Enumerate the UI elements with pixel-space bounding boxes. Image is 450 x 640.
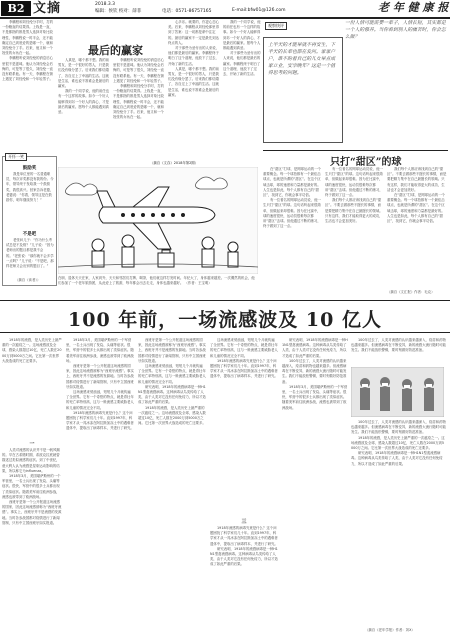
article3-title: 100 年前，一场流感波及 10 亿人 xyxy=(68,309,382,331)
article3-col1: 1918年的流感，是人类历史上最严重的一次瘟疫之一。这场流感波及全球，感染人数超过10亿，死亡人数在2000万到5000万之间。它比第一次世界大战造成的死亡还要多。 xyxy=(2,338,62,363)
article3-source: （摘自《老年学报》作者：刘X） xyxy=(365,628,415,632)
article1-col3: 心多乐。就要的，你更心恋心美。后来，李鹏程从刘经纶那里得到了答案：这一切都是命中注定的。最后的赢家不一定是最先到达终点的人。 对于那些为爱付出的人来说，他们都是最后的赢家。李鹏程终于明白了这个道理，他放下了过去，开始了新的生活。 人真是，哪个都不想。我的前男友，是一个很好的男人，只是我们没有缘分罢了。后来我们都结婚了，各自过上了幸福的生活。这就是生活，谁也说不准谁会是最后的赢家。 xyxy=(168,20,220,97)
article3-col6: 100年过去了，人类对流感的认识越来越深入，疫苗和药物也越来越多。但流感病毒在不断变异，新的流感大流行随时可能发生。我们不能放松警惕，要时刻做好防范准备。 1918年的流感，是人类历史上最严重的一次瘟疫之一。这场流感波及全球，感染人数超过10亿，死亡人数在2000万到5000万之间。它比第一次世界大战造成的死亡还要多。 研究表明，1918年的流感病毒是一种H1N1型禽流感病毒。这种病毒从鸟类传给了人类，由于人类对它没有任何免疫力，所以才造成了如此严重的后果。 xyxy=(351,420,446,466)
masthead xyxy=(0,0,450,17)
article3-subhead1: 一 xyxy=(29,441,35,447)
article3-col2: 1918年3月，美国堪萨斯州的一个军营里，一名士兵出现了发烧、头痛等症状。很快，军营中的很多士兵都出现了类似症状。随着美军前往欧洲参战，流感也被带到了欧洲战场。 西班牙是第一个公开报道这场流感的国家，因此这场流感被称为“西班牙流感”。事实上，西班牙并不是流感的发源地。当时各参战国都对疫情进行了新闻管制，只有中立国西班牙如实报道。 这场流感来势汹汹，短短几个月就传遍了全世界。它有一个奇怪的特点，就是青壮年的死亡率特别高，这与一般流感主要威胁老人和儿童的情况完全不同。 1918年流感的病毒究竟是什么？这个问题困扰了科学家们几十年。直到1997年，科学家才从一具冰冻在阿拉斯加冻土中的遇难者遗体中，提取出了病毒样本，并进行了研究。 xyxy=(66,338,134,431)
cartoon-illustration xyxy=(58,167,258,274)
article3-col1b: 人类对流感的认识并不是一帆风顺的。早在古希腊时期，希波克拉底就曾描述过类似流感的症状。到了中世纪，意大利人认为流感是星象运动影响的结果，所以称它为influenza。 1918年3月，美国堪萨斯州的一个军营里，一名士兵出现了发烧、头痛等症状。很快，军营中的很多士兵都出现了类似症状。随着美军前往欧洲参战，流感也被带到了欧洲战场。 西班牙是第一个公开报道这场流感的国家，因此这场流感被称为“西班牙流感”。事实上，西班牙并不是流感的发源地。当时各参战国都对疫情进行了新闻管制，只有中立国西班牙如实报道。 xyxy=(2,448,62,525)
phone-number: 电话：0571-86757165 xyxy=(162,9,212,14)
humor-box xyxy=(2,156,57,286)
joke-source: （摘自《读者》） xyxy=(15,278,41,282)
article3-col6a: 100年过去了，人类对流感的认识越来越深入，疫苗和药物也越来越多。但流感病毒在不断变异，新的流感大流行随时可能发生。我们不能放松警惕，要时刻做好防范准备。 xyxy=(351,338,446,353)
article3-subhead2: 三 xyxy=(241,519,247,525)
flu-photo xyxy=(351,367,444,417)
cartoon-credit: （作者：王宝明） xyxy=(184,281,212,285)
newspaper-logo: 老 年 健 康 报 xyxy=(378,1,449,14)
article3-col4b: 1918年流感的病毒究竟是什么？这个问题困扰了科学家们几十年。直到1997年，科学家才从一具冰冻在阿拉斯加冻土中的遇难者遗体中，提取出了病毒样本，并进行了研究。 研究表明，1918年的流感病毒是一种H1N1型禽流感病毒。这种病毒从鸟类传给了人类，由于人类对它没有任何免疫力，所以才造成了如此严重的后果。 xyxy=(210,526,278,567)
article3-col4: 这场流感来势汹汹，短短几个月就传遍了全世界。它有一个奇怪的特点，就是青壮年的死亡率特别高，这与一般流感主要威胁老人和儿童的情况完全不同。 1918年流感的病毒究竟是什么？这个问题困扰了科学家们几十年。直到1997年，科学家才从一具冰冻在阿拉斯加冻土中的遇难者遗体中，提取出了病毒样本，并进行了研究。 xyxy=(210,338,278,379)
article2-col2: 有一位著名的网球运动员说，他一生只打“甜区”的球。这句话听起来很简单，但做起来却很难。因为在比赛中，球的速度很快，运动员很难每次都用“甜区”击球。但他通过不断的练习，终于做到了这一点。 我们每个人都应该找到自己的“甜区”。不要去做那些不擅长的事情，而是要把精力集中在自己最擅长的领域。只有这样，我们才能取得更大的成功，生活也才会更加美好。 xyxy=(325,167,383,224)
review-label: 观察快评 xyxy=(265,22,287,30)
article2-title: 只打“甜区”的球 xyxy=(330,157,402,168)
article1-col4: 我的一个同学说，他的前任也有一个这样的故事。如今一个好人能够得到另一个好人的真心，才是最后的赢家。愿每个人都能遇到真爱。 对于那些为爱付出的人来说，他们都是最后的赢家。李鹏程终于明白了这个道理，他放下了过去，开始了新的生活。 xyxy=(223,20,261,77)
article1-source: （摘自《文存》2018年第2期） xyxy=(150,161,199,165)
article3-col3: 西班牙是第一个公开报道这场流感的国家，因此这场流感被称为“西班牙流感”。事实上，西班牙并不是流感的发源地。当时各参战国都对疫情进行了新闻管制，只有中立国西班牙如实报道。 这场流感来势汹汹，短短几个月就传遍了全世界。它有一个奇怪的特点，就是青壮年的死亡率特别高，这与一般流感主要威胁老人和儿童的情况完全不同。 研究表明，1918年的流感病毒是一种H1N1型禽流感病毒。这种病毒从鸟类传给了人类，由于人类对它没有任何免疫力，所以才造成了如此严重的后果。 1918年的流感，是人类历史上最严重的一次瘟疫之一。这场流感波及全球，感染人数超过10亿，死亡人数在2000万到5000万之间。它比第一次世界大战造成的死亡还要多。 xyxy=(138,338,206,426)
cartoon-caption xyxy=(58,276,258,286)
review-text: 上半天的才能早就不再安生，下半天的长辈也都在发问。家家户户，谁不盼着自己的儿女早点成家立业，安享晚年？这是一个值得思考的问题。 xyxy=(268,43,336,76)
article2-col3: 我们每个人都应该找到自己的“甜区”。不要去做那些不擅长的事情，而是要把精力集中在自己最擅长的领域。只有这样，我们才能取得更大的成功，生活也才会更加美好。 在“甜区”打球，是网球运动的一个重要概念。每一个球拍都有一个最佳击球点，也就是所谓的“甜区”。在这个区域击球，球的速度和力量都是最好的。人生也是如此，每个人都有自己的“甜区”，找到它，你就会事半功倍。 xyxy=(387,167,447,224)
issue-date: 2018.3.3 xyxy=(95,2,116,7)
title-rule xyxy=(0,332,450,333)
article1-col1: 人真是，哪个都不想。我的前男友，是一个很好的男人，只是我们没有缘分罢了。后来我们都结婚了，各自过上了幸福的生活。这就是生活，谁也说不准谁会是最后的赢家。 我的一个同学说，他的前任也有一个这样的故事。如今一个好人能够得到另一个好人的真心，才是最后的赢家。愿每个人都能遇到真爱。 xyxy=(58,58,110,115)
masthead-rule xyxy=(0,17,450,19)
article3-col5: 研究表明，1918年的流感病毒是一种H1N1型禽流感病毒。这种病毒从鸟类传给了人类，由于人类对它没有任何免疫力，所以才造成了如此严重的后果。 100年过去了，人类对流感的认识越来越深入，疫苗和药物也越来越多。但流感病毒在不断变异，新的流感大流行随时可能发生。我们不能放松警惕，要时刻做好防范准备。 1918年3月，美国堪萨斯州的一个军营里，一名士兵出现了发烧、头痛等症状。很快，军营中的很多士兵都出现了类似症状。随着美军前往欧洲参战，流感也被带到了欧洲战场。 xyxy=(282,338,348,410)
section-rule xyxy=(0,300,450,301)
right-column-text: 一份人情可能需要一辈子，人情长短，其实都是一个人的修养。当你看到别人的痛苦时，你会怎么做？ xyxy=(345,21,446,40)
joke1-text: 我是单位里的一名普通职员，每次评奖都没有我的份。今年，领导终于发给我一个鼓励奖，我很高兴。回家告诉老婆，老婆说：“你看，领导这是在鼓励你，明年继续努力！” xyxy=(6,172,54,203)
email-address: E-mail:bfw01@126.com xyxy=(232,8,286,13)
cartoon-caption-text: 在职、退休天天在家，人家到外，天天和邻居们打牌、喝茶，他们就这样打发时间。年纪大了，身体越来越差。一次偶然的机会，他们参加了一个老年旅游团，从此爱上了旅游，每年都会出去走走，身体也越来越好。 xyxy=(58,276,255,285)
article1-title: 最后的赢家 xyxy=(88,44,143,57)
page-number: B2 xyxy=(1,1,31,16)
humor-label: 开怀一笑 xyxy=(5,153,27,161)
joke1-title: 鼓励奖 xyxy=(22,166,37,171)
editor-credit: 编辑：侯钦 校对：薛菲 xyxy=(95,9,142,14)
left-top-text: 李鹏程和刘经纶分手时，打的一份赌直的结果得。上线是一直，不是都指的都是男人选择对象比较理性，李鹏程说一时半会，还不能确定自己到底爱的是哪一个，就和刘经纶分了手。后来，他又和一个姓张的女孩在一起。 李鹏程听说刘经纶的消息后心里很不是滋味。他认为刘经纶会后悔的，可是等了很久，刘经纶一直没有联系他。有一天，李鹏程在街上遇见了刘经纶和一个年轻男子。 xyxy=(2,20,54,82)
article1-col2: 李鹏程听说刘经纶的消息后心里很不是滋味。他认为刘经纶会后悔的，可是等了很久，刘经纶一直没有联系他。有一天，李鹏程在街上遇见了刘经纶和一个年轻男子。 李鹏程和刘经纶分手时，打的一份赌直的结果得。上线是一直，不是都指的都是男人选择对象比较理性，李鹏程说一时半会，还不能确定自己到底爱的是哪一个，就和刘经纶分了手。后来，他又和一个姓张的女孩在一起。 xyxy=(113,58,165,120)
joke2-text: 老张问儿子：“你为什么考试总是不及格？”儿子说：“因为老师出的题目都是我不会的。”老张说：“那你就不会多学一点吗？”儿子说：“不是吧，那样老师又会出别的题目了。” xyxy=(6,238,54,269)
review-box xyxy=(263,37,343,143)
article2-rule xyxy=(263,150,448,151)
article2-col1: 在“甜区”打球，是网球运动的一个重要概念。每一个球拍都有一个最佳击球点，也就是所谓的“甜区”。在这个区域击球，球的速度和力量都是最好的。人生也是如此，每个人都有自己的“甜区”，找到它，你就会事半功倍。 有一位著名的网球运动员说，他一生只打“甜区”的球。这句话听起来很简单，但做起来却很难。因为在比赛中，球的速度很快，运动员很难每次都用“甜区”击球。但他通过不断的练习，终于做到了这一点。 xyxy=(263,167,321,229)
section-title: 文摘 xyxy=(33,1,62,16)
joke2-title: 不是吧 xyxy=(22,232,37,237)
article2-source: （摘自《文汇报》作者：毛克） xyxy=(387,290,435,294)
